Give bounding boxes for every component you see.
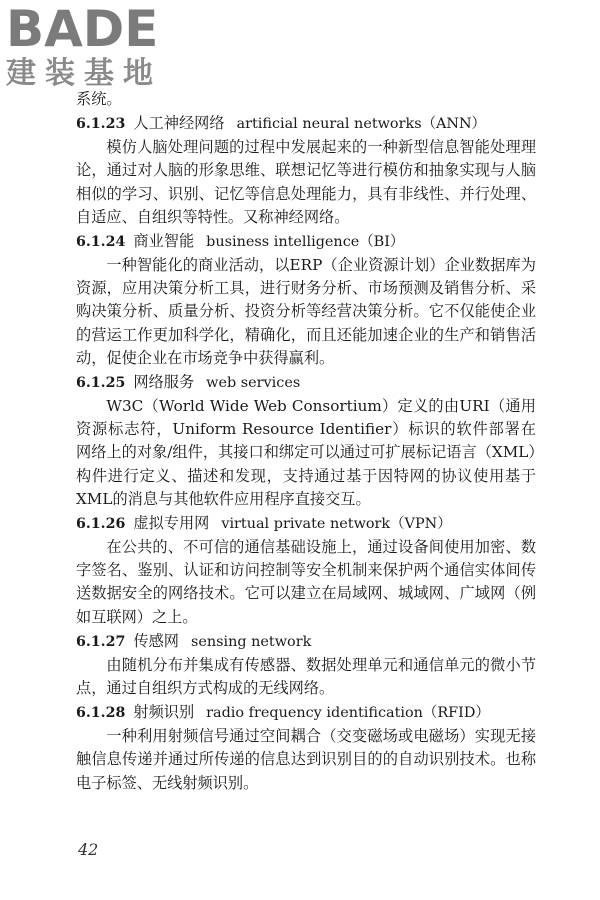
entry-number: 6.1.26 [76,516,126,533]
entry-term-cn: 传感网 [133,631,179,650]
entry-heading [76,229,536,254]
page-number: 42 [78,840,99,859]
entry-heading [76,370,536,395]
entry-6-1-26 [76,511,536,629]
entry-definition: 模仿人脑处理问题的过程中发展起来的一种新型信息智能处理理论，通过对人脑的形象思维、联想记忆等进行模仿和抽象实现与人脑相似的学习、识别、记忆等信息处理能力，具有非线性、并行处理、自适应、自组织等特性。又称神经网络。 [76,138,536,226]
entry-term-cn: 网络服务 [133,373,195,392]
entry-term-en: artificial neural networks（ANN） [236,116,486,133]
logo-chinese: 建装基地 [6,56,162,91]
entry-term-en: web services [206,375,301,392]
logo-wordmark: BADE [6,0,159,58]
entry-number: 6.1.25 [76,375,126,392]
entry-definition: 一种智能化的商业活动，以ERP（企业资源计划）企业数据库为资源，应用决策分析工具，进行财务分析、市场预测及销售分析、采购决策分析、质量分析、投资分析等经营决策分析。它不仅能使企业的营运工作更加科学化，精确化，而且还能加速企业的生产和销售活动，促使企业在市场竞争中获得赢利。 [76,256,536,367]
entry-term-en: sensing network [190,633,312,650]
entry-definition: 一种利用射频信号通过空间耦合（交变磁场或电磁场）实现无接触信息传递并通过所传递的信息达到识别目的的自动识别技术。也称电子标签、无线射频识别。 [76,727,536,792]
entry-6-1-24 [76,229,536,370]
entry-definition: W3C（World Wide Web Consortium）定义的由URI（通用资源标志符，Uniform Resource Identifier）标识的软件部署在网络上的对象/组件，其接口和绑定可以通过可扩展标记语言（XML）构件进行定义、描述和发现，支持通过基于因特网的协议使用基于XML的消息与其他软件应用程序直接交互。 [76,397,536,508]
entry-term-en: virtual private network（VPN） [221,516,452,533]
entry-heading [76,629,536,654]
entry-term-cn: 虚拟专用网 [133,514,210,533]
continued-text: 系统。 [76,90,122,108]
entry-6-1-23 [76,111,536,229]
entry-term-cn: 商业智能 [133,232,195,251]
entry-6-1-28 [76,700,536,795]
entry-heading [76,111,536,136]
logo [6,0,176,92]
entry-term-en: business intelligence（BI） [206,234,405,251]
entry-number: 6.1.24 [76,234,126,251]
entry-number: 6.1.23 [76,116,126,133]
entry-6-1-27 [76,629,536,700]
entry-number: 6.1.27 [76,633,126,650]
entry-heading [76,511,536,536]
entry-term-cn: 射频识别 [133,703,195,722]
entry-6-1-25 [76,370,536,511]
entry-term-cn: 人工神经网络 [133,114,225,133]
entry-number: 6.1.28 [76,705,126,722]
entry-definition: 由随机分布并集成有传感器、数据处理单元和通信单元的微小节点，通过自组织方式构成的无线网络。 [76,655,536,698]
page-content [76,88,536,795]
entry-definition: 在公共的、不可信的通信基础设施上，通过设备间使用加密、数字签名、鉴别、认证和访问控制等安全机制来保护两个通信实体间传送数据安全的网络技术。它可以建立在局域网、城域网、广域网（例如互联网）之上。 [76,538,536,626]
entry-term-en: radio frequency identification（RFID） [206,705,490,722]
entry-heading [76,700,536,725]
